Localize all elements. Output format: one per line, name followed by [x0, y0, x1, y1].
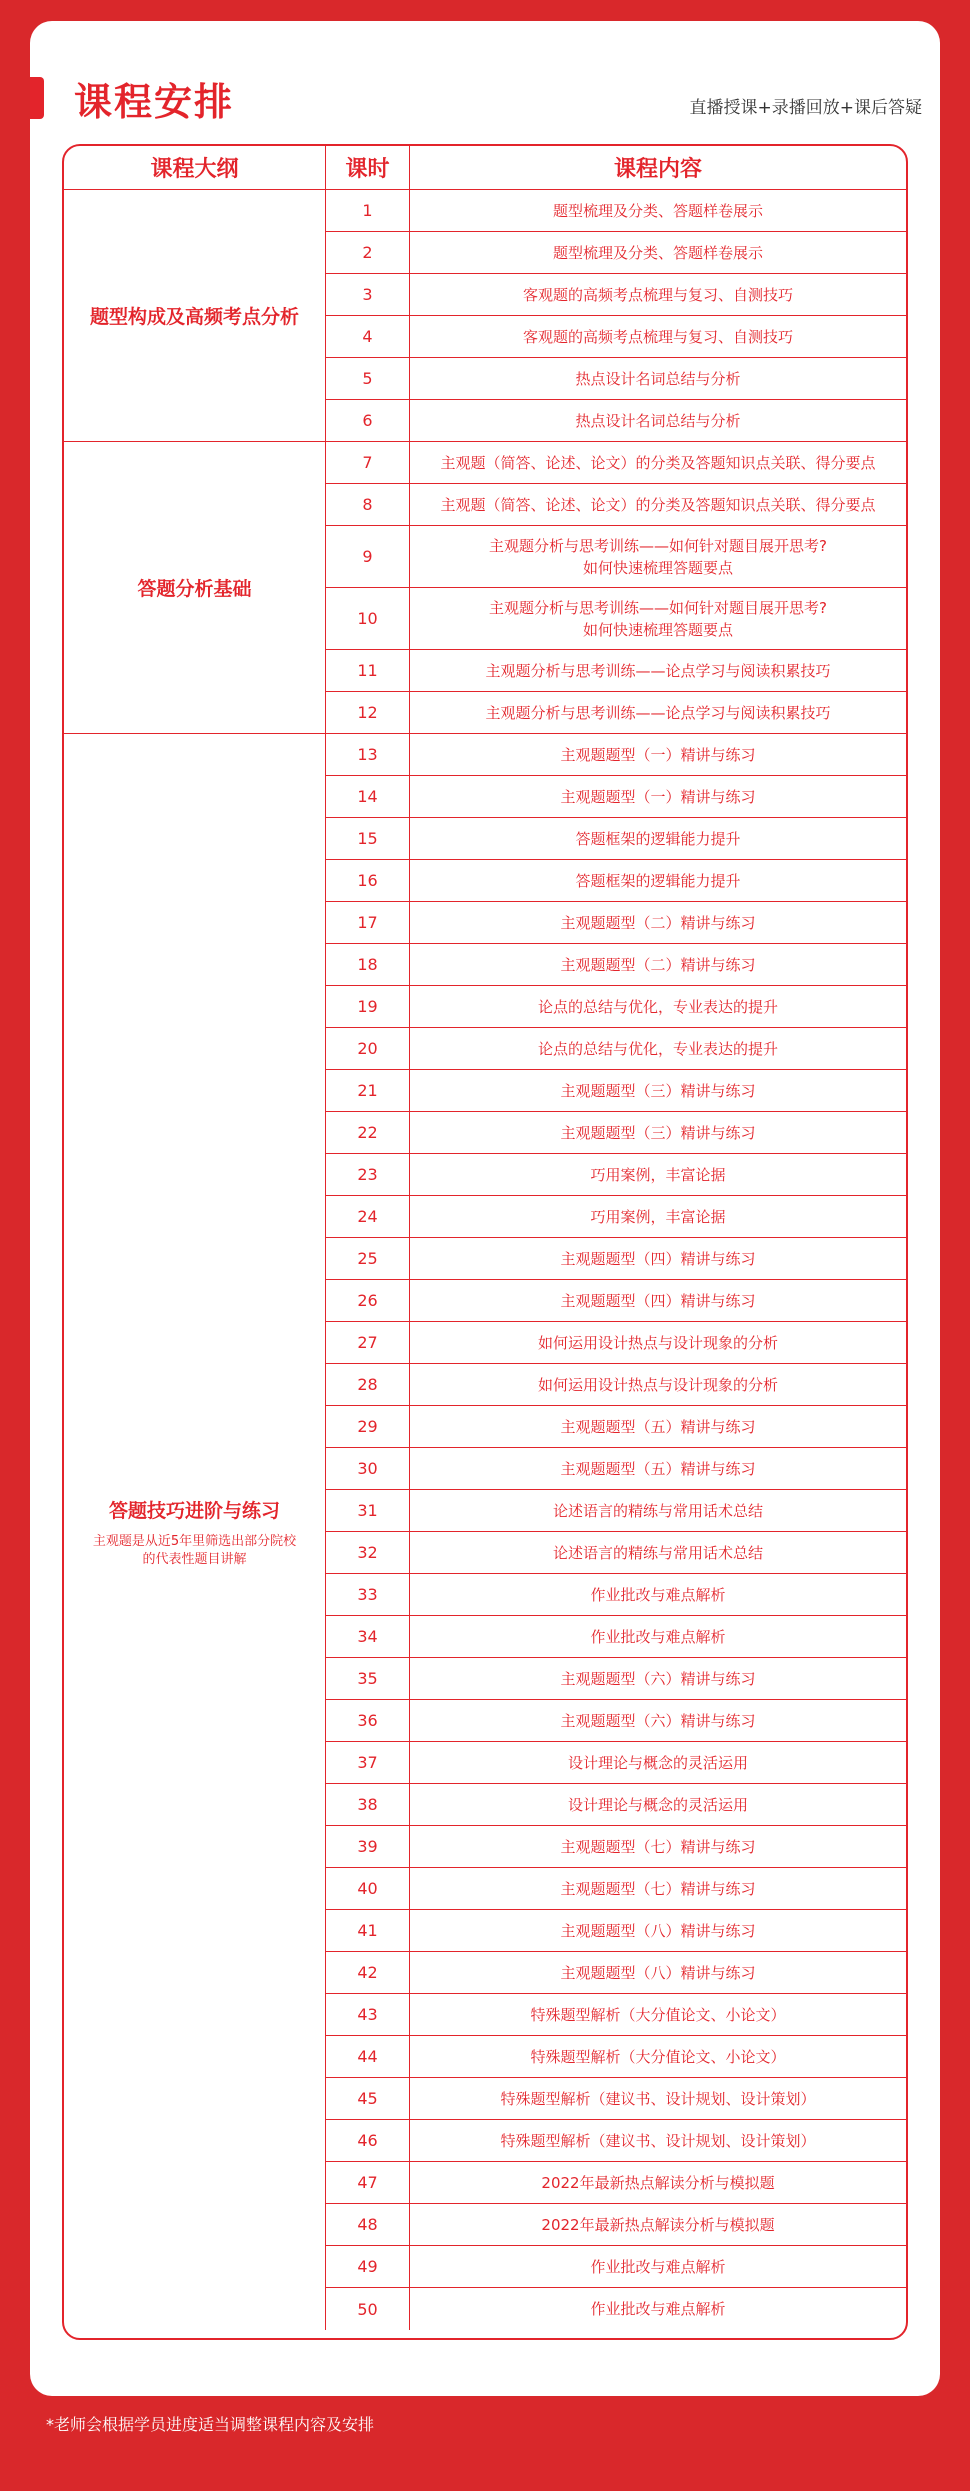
lesson-number: 25	[326, 1238, 410, 1280]
lesson-number: 21	[326, 1070, 410, 1112]
lesson-content: 主观题题型（六）精讲与练习	[410, 1658, 906, 1700]
lesson-number: 13	[326, 734, 410, 776]
lesson-content: 主观题（简答、论述、论文）的分类及答题知识点关联、得分要点	[410, 442, 906, 484]
lesson-content: 作业批改与难点解析	[410, 1574, 906, 1616]
lesson-content: 主观题题型（七）精讲与练习	[410, 1826, 906, 1868]
lesson-content: 答题框架的逻辑能力提升	[410, 818, 906, 860]
lesson-number: 29	[326, 1406, 410, 1448]
lesson-number: 42	[326, 1952, 410, 1994]
section-cell	[64, 190, 326, 442]
lesson-content: 主观题题型（六）精讲与练习	[410, 1700, 906, 1742]
lesson-content: 特殊题型解析（大分值论文、小论文）	[410, 2036, 906, 2078]
lesson-content: 主观题题型（八）精讲与练习	[410, 1910, 906, 1952]
lesson-content: 主观题题型（一）精讲与练习	[410, 734, 906, 776]
column-header-outline: 课程大纲	[64, 146, 326, 190]
lesson-number: 37	[326, 1742, 410, 1784]
lesson-content: 如何运用设计热点与设计现象的分析	[410, 1364, 906, 1406]
section-cell	[64, 734, 326, 2330]
lesson-number: 17	[326, 902, 410, 944]
lesson-number: 3	[326, 274, 410, 316]
lesson-content: 主观题分析与思考训练——如何针对题目展开思考? 如何快速梳理答题要点	[410, 588, 906, 650]
lesson-number: 23	[326, 1154, 410, 1196]
column-header-content: 课程内容	[410, 146, 906, 190]
lesson-number: 12	[326, 692, 410, 734]
lesson-content: 特殊题型解析（建议书、设计规划、设计策划）	[410, 2078, 906, 2120]
lesson-number: 44	[326, 2036, 410, 2078]
lesson-number: 11	[326, 650, 410, 692]
lesson-content: 热点设计名词总结与分析	[410, 400, 906, 442]
lesson-content: 巧用案例，丰富论据	[410, 1196, 906, 1238]
lesson-content: 作业批改与难点解析	[410, 2246, 906, 2288]
lesson-number: 39	[326, 1826, 410, 1868]
lesson-content: 巧用案例，丰富论据	[410, 1154, 906, 1196]
lesson-content: 主观题题型（七）精讲与练习	[410, 1868, 906, 1910]
lesson-number: 38	[326, 1784, 410, 1826]
lesson-content: 2022年最新热点解读分析与模拟题	[410, 2162, 906, 2204]
lesson-number: 46	[326, 2120, 410, 2162]
lesson-content: 论述语言的精练与常用话术总结	[410, 1490, 906, 1532]
lesson-number: 49	[326, 2246, 410, 2288]
section-title: 答题分析基础	[137, 578, 252, 600]
lesson-number: 33	[326, 1574, 410, 1616]
lesson-content: 主观题分析与思考训练——如何针对题目展开思考? 如何快速梳理答题要点	[410, 526, 906, 588]
lesson-content: 设计理论与概念的灵活运用	[410, 1784, 906, 1826]
lesson-content: 主观题（简答、论述、论文）的分类及答题知识点关联、得分要点	[410, 484, 906, 526]
lesson-number: 47	[326, 2162, 410, 2204]
lesson-number: 19	[326, 986, 410, 1028]
lesson-number: 27	[326, 1322, 410, 1364]
lesson-content: 如何运用设计热点与设计现象的分析	[410, 1322, 906, 1364]
lesson-number: 15	[326, 818, 410, 860]
lesson-content: 客观题的高频考点梳理与复习、自测技巧	[410, 316, 906, 358]
lesson-content: 作业批改与难点解析	[590, 2300, 726, 2318]
lesson-number: 18	[326, 944, 410, 986]
lesson-number: 8	[326, 484, 410, 526]
course-table	[62, 144, 908, 2340]
lesson-content: 主观题题型（一）精讲与练习	[410, 776, 906, 818]
section-cell	[64, 442, 326, 734]
lesson-content: 设计理论与概念的灵活运用	[410, 1742, 906, 1784]
page-title: 课程安排	[74, 80, 235, 124]
lesson-number: 32	[326, 1532, 410, 1574]
lesson-number: 9	[326, 526, 410, 588]
lesson-number: 2	[326, 232, 410, 274]
lesson-content: 主观题分析与思考训练——论点学习与阅读积累技巧	[410, 650, 906, 692]
lesson-number: 48	[326, 2204, 410, 2246]
lesson-number: 7	[326, 442, 410, 484]
lesson-number: 31	[326, 1490, 410, 1532]
lesson-content: 主观题分析与思考训练——论点学习与阅读积累技巧	[410, 692, 906, 734]
section-note: 主观题是从近5年里筛选出部分院校的代表性题目讲解	[92, 1533, 297, 1567]
lesson-content: 题型梳理及分类、答题样卷展示	[410, 190, 906, 232]
lesson-content: 特殊题型解析（建议书、设计规划、设计策划）	[410, 2120, 906, 2162]
lesson-number: 16	[326, 860, 410, 902]
course-schedule-card	[30, 21, 940, 2396]
lesson-content: 主观题题型（二）精讲与练习	[410, 944, 906, 986]
section-title: 题型构成及高频考点分析	[89, 306, 299, 328]
lesson-number: 6	[326, 400, 410, 442]
lesson-content: 主观题题型（八）精讲与练习	[410, 1952, 906, 1994]
lesson-content: 论述语言的精练与常用话术总结	[410, 1532, 906, 1574]
lesson-number: 50	[326, 2288, 410, 2330]
lesson-number: 40	[326, 1868, 410, 1910]
lesson-number: 24	[326, 1196, 410, 1238]
lesson-content: 主观题题型（五）精讲与练习	[410, 1406, 906, 1448]
column-header-lesson: 课时	[326, 146, 410, 190]
lesson-number: 10	[326, 588, 410, 650]
lesson-number: 43	[326, 1994, 410, 2036]
lesson-content: 2022年最新热点解读分析与模拟题	[410, 2204, 906, 2246]
lesson-number: 22	[326, 1112, 410, 1154]
section-title: 答题技巧进阶与练习	[108, 1499, 280, 1522]
lesson-content: 作业批改与难点解析	[410, 1616, 906, 1658]
lesson-number: 28	[326, 1364, 410, 1406]
lesson-content: 主观题题型（三）精讲与练习	[410, 1070, 906, 1112]
lesson-number: 26	[326, 1280, 410, 1322]
lesson-number: 14	[326, 776, 410, 818]
lesson-content: 客观题的高频考点梳理与复习、自测技巧	[410, 274, 906, 316]
lesson-number: 30	[326, 1448, 410, 1490]
lesson-content: 主观题题型（五）精讲与练习	[410, 1448, 906, 1490]
lesson-content: 论点的总结与优化，专业表达的提升	[410, 1028, 906, 1070]
lesson-content: 论点的总结与优化，专业表达的提升	[410, 986, 906, 1028]
lesson-number: 41	[326, 1910, 410, 1952]
lesson-content: 题型梳理及分类、答题样卷展示	[410, 232, 906, 274]
lesson-content: 主观题题型（四）精讲与练习	[410, 1238, 906, 1280]
course-table-grid	[64, 146, 906, 2330]
lesson-number: 34	[326, 1616, 410, 1658]
lesson-content: 特殊题型解析（大分值论文、小论文）	[410, 1994, 906, 2036]
lesson-content: 热点设计名词总结与分析	[410, 358, 906, 400]
footer-note: *老师会根据学员进度适当调整课程内容及安排	[46, 2415, 375, 2434]
lesson-number: 35	[326, 1658, 410, 1700]
lesson-number: 4	[326, 316, 410, 358]
lesson-number: 36	[326, 1700, 410, 1742]
lesson-number: 45	[326, 2078, 410, 2120]
lesson-content: 主观题题型（三）精讲与练习	[410, 1112, 906, 1154]
page-subtitle: 直播授课+录播回放+课后答疑	[689, 98, 922, 118]
lesson-content: 答题框架的逻辑能力提升	[410, 860, 906, 902]
lesson-number: 20	[326, 1028, 410, 1070]
title-accent-bar	[30, 77, 44, 119]
lesson-content: 主观题题型（四）精讲与练习	[410, 1280, 906, 1322]
lesson-number: 5	[326, 358, 410, 400]
lesson-number: 1	[326, 190, 410, 232]
lesson-content: 主观题题型（二）精讲与练习	[410, 902, 906, 944]
